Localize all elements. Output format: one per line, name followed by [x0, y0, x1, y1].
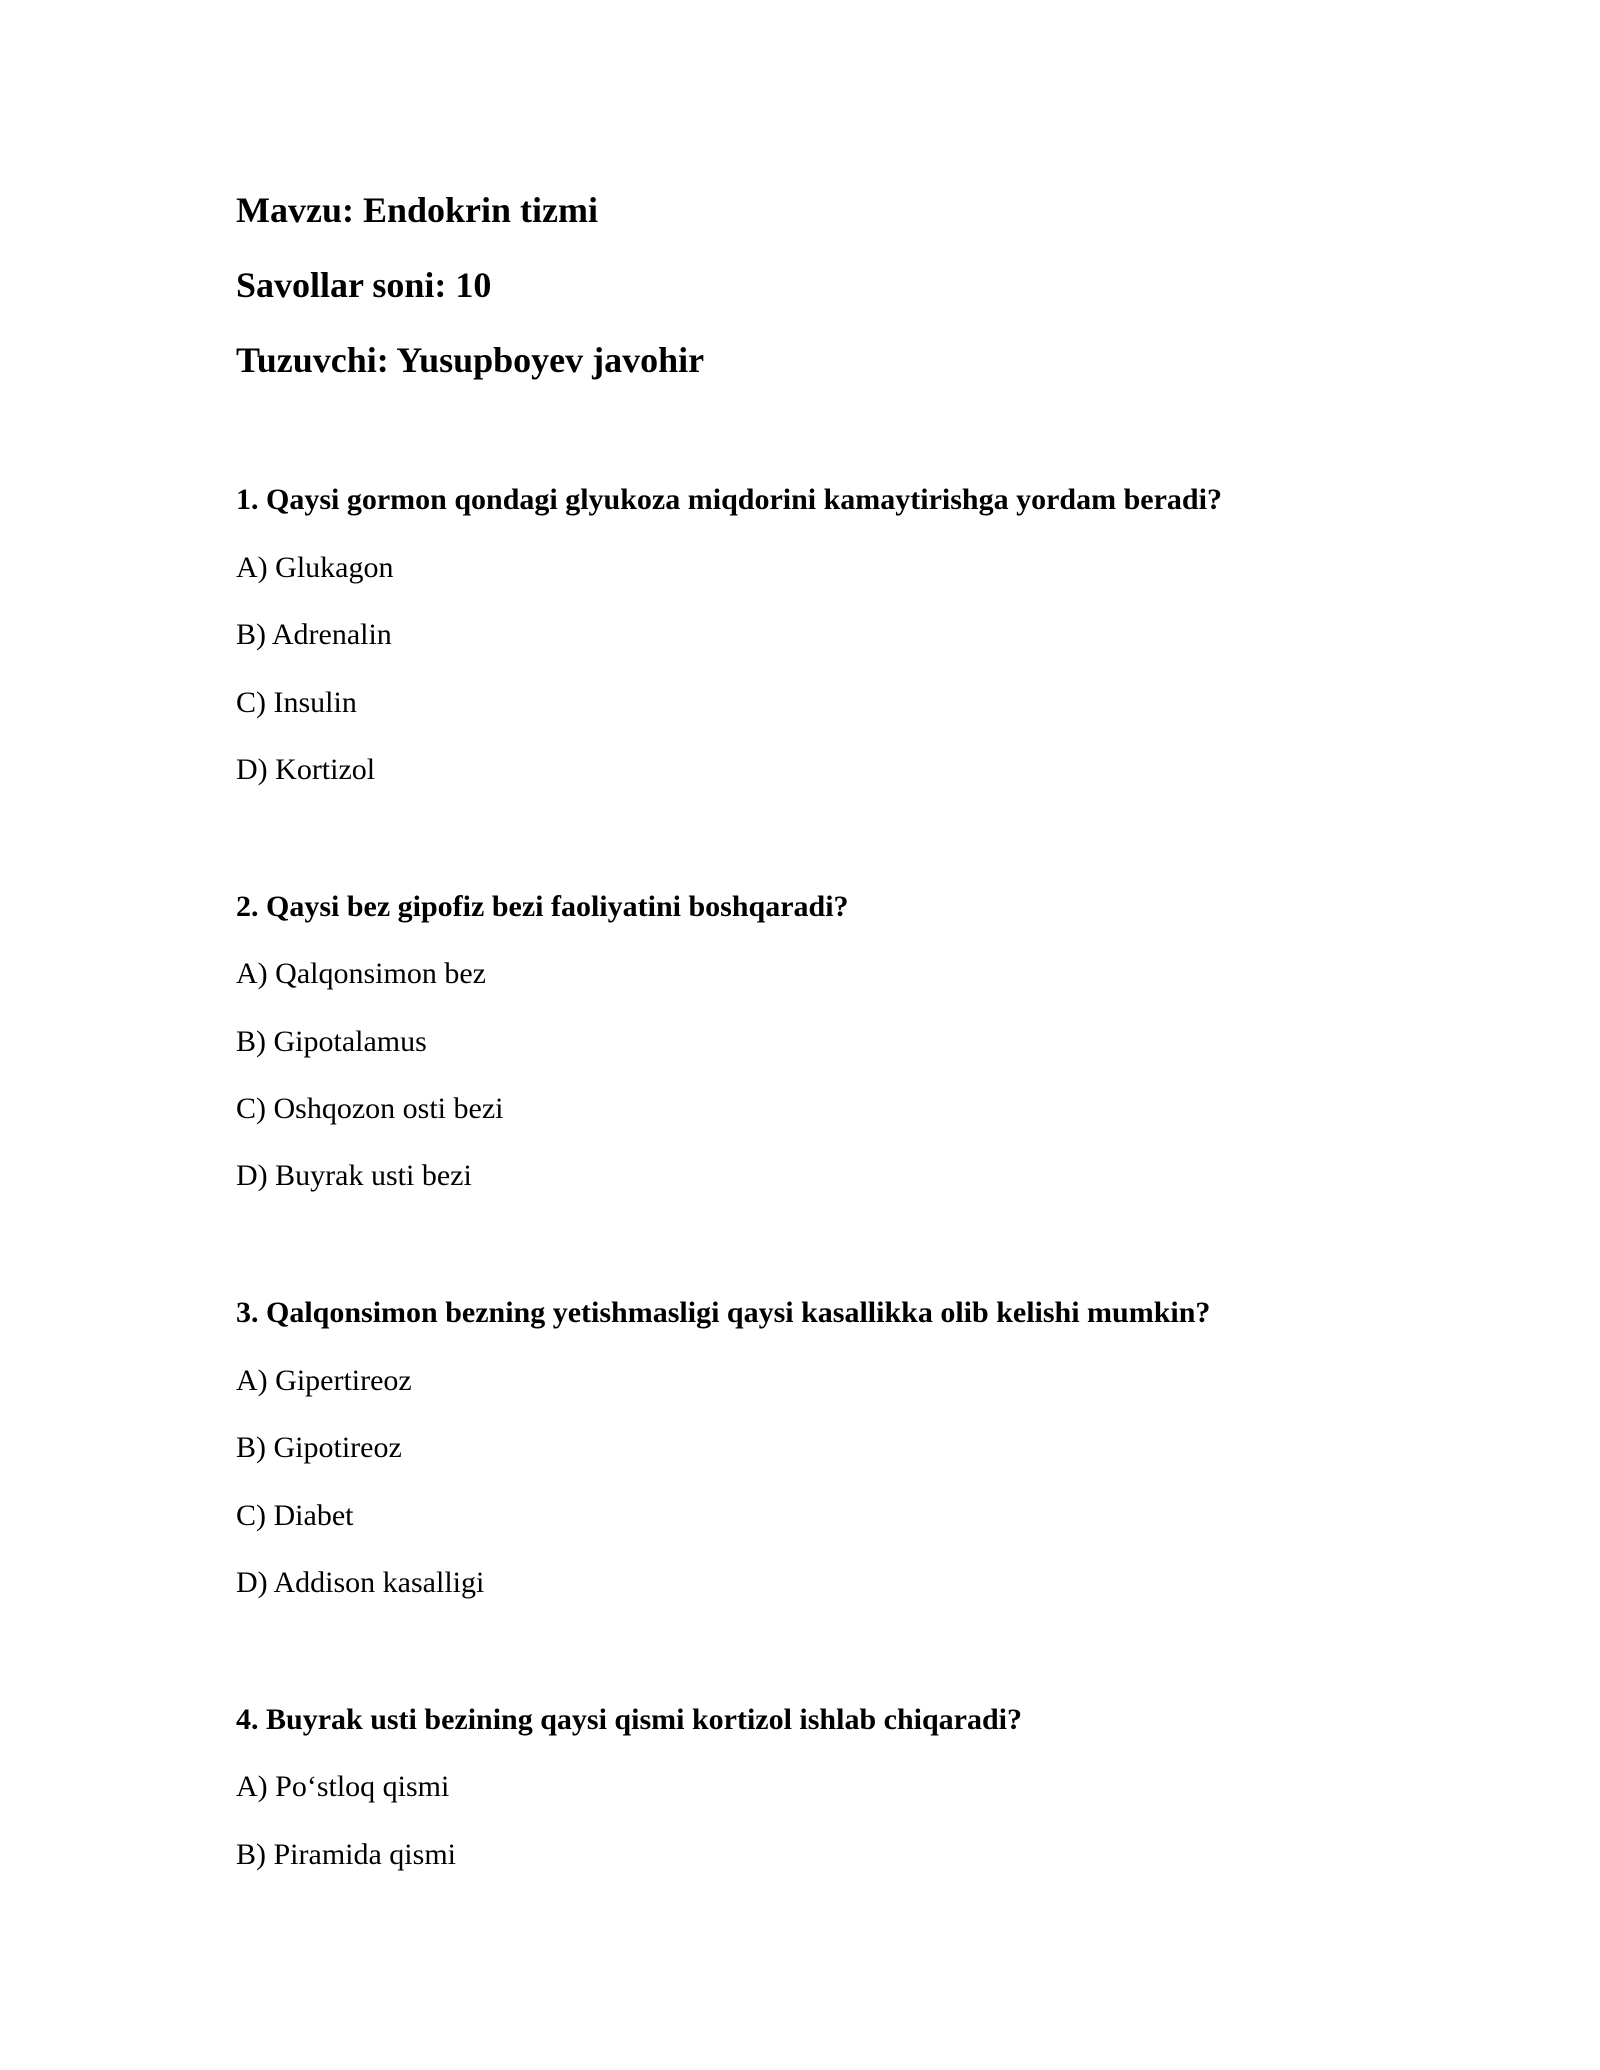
question-4-option-a: A) Po‘stloq qismi [236, 1770, 450, 1803]
question-3-option-a: A) Gipertireoz [236, 1364, 412, 1397]
question-2-option-b: B) Gipotalamus [236, 1025, 427, 1058]
question-3-option-b: B) Gipotireoz [236, 1431, 402, 1464]
topic-heading: Mavzu: Endokrin tizmi [236, 190, 599, 230]
question-2-option-d: D) Buyrak usti bezi [236, 1159, 472, 1192]
question-2: 2. Qaysi bez gipofiz bezi faoliyatini boshqaradi? [236, 890, 849, 923]
question-4-option-b: B) Piramida qismi [236, 1838, 456, 1871]
question-3-option-c: C) Diabet [236, 1499, 354, 1532]
question-2-option-a: A) Qalqonsimon bez [236, 957, 486, 990]
question-4: 4. Buyrak usti bezining qaysi qismi kortizol ishlab chiqaradi? [236, 1703, 1022, 1736]
question-3: 3. Qalqonsimon bezning yetishmasligi qaysi kasallikka olib kelishi mumkin? [236, 1296, 1211, 1329]
question-1-option-b: B) Adrenalin [236, 618, 392, 651]
question-count-heading: Savollar soni: 10 [236, 265, 492, 305]
question-3-option-d: D) Addison kasalligi [236, 1566, 485, 1599]
question-1-option-a: A) Glukagon [236, 551, 394, 584]
question-1: 1. Qaysi gormon qondagi glyukoza miqdorini kamaytirishga yordam beradi? [236, 483, 1222, 516]
question-1-option-c: C) Insulin [236, 686, 357, 719]
question-2-option-c: C) Oshqozon osti bezi [236, 1092, 504, 1125]
author-heading: Tuzuvchi: Yusupboyev javohir [236, 340, 705, 380]
question-1-option-d: D) Kortizol [236, 753, 376, 786]
